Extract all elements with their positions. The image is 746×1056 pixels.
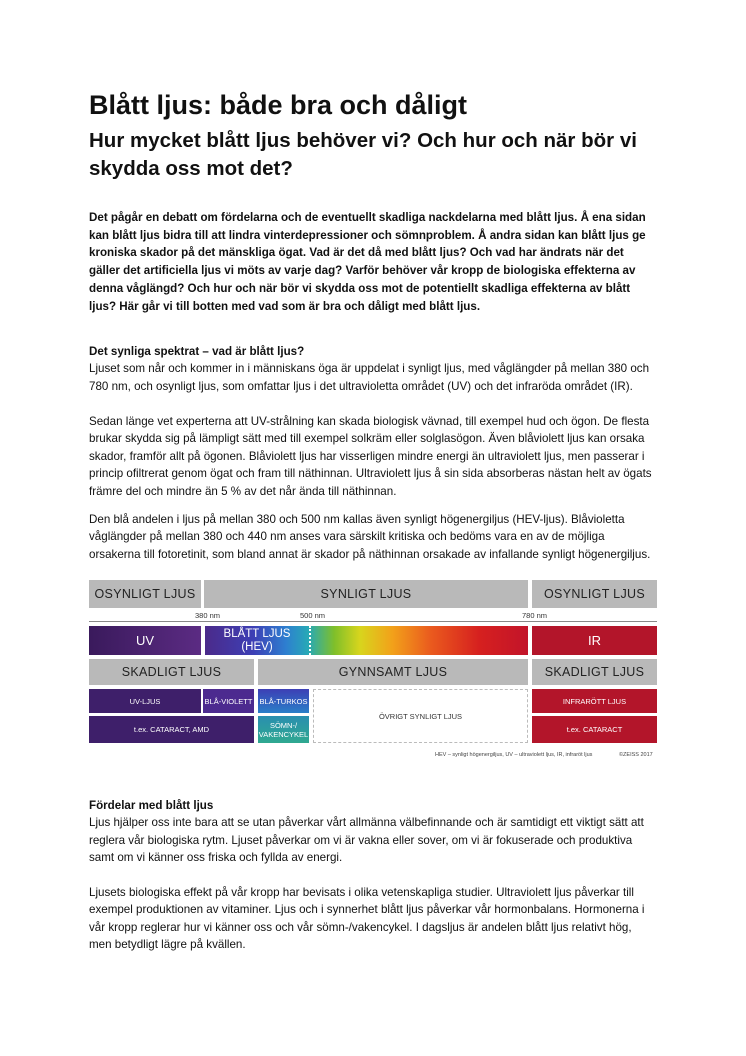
ir-band: IR bbox=[532, 626, 657, 655]
gynnsamt-header: GYNNSAMT LJUS bbox=[258, 659, 528, 685]
section1-paragraph-3: Den blå andelen i ljus på mellan 380 och 500 nm kallas även synligt högenergiljus (HEV-ljus). Blåvioletta våglängder på mellan 380 och 440 nm anses vara särskilt kritiska och bedöms vara en av de möjliga orsakerna till fotoretinit, som bland annat är skador på näthinnan orsakade av infallande synligt högenergiljus. bbox=[89, 513, 651, 561]
somn-cell: SÖMN-/ VAKENCYKEL bbox=[258, 716, 309, 743]
skadligt-left-header: SKADLIGT LJUS bbox=[89, 659, 254, 685]
diagram-copyright: ©ZEISS 2017 bbox=[619, 752, 653, 758]
skadligt-right-header: SKADLIGT LJUS bbox=[532, 659, 657, 685]
tick-380: 380 nm bbox=[195, 611, 221, 620]
cataract-amd-cell: t.ex. CATARACT, AMD bbox=[89, 716, 254, 743]
tick-500: 500 nm bbox=[300, 611, 326, 620]
section1-heading-block bbox=[89, 343, 657, 395]
intro-paragraph: Det pågår en debatt om fördelarna och de eventuellt skadliga nackdelarna med blått ljus. Å ena sidan kan blått ljus bidra till att lindra vinterdepressioner och sömnproblem. Å andra sidan kan blått ljus ge kroniska skador på det mänskliga ögat. Vad är det då med blått ljus? Och vad har ändrats när det gäller det artificiella ljus vi möts av varje dag? Varför behöver vår kropp de biologiska effekterna av denna våglängd? Och hur och när bör vi skydda oss mot de potentiellt skadliga effekterna av blått ljus? Här går vi till botten med vad som är bra och dåligt med blått ljus. bbox=[89, 211, 646, 313]
section2-heading-block bbox=[89, 797, 657, 867]
wavelength-axis bbox=[89, 621, 657, 622]
spectrum-diagram bbox=[89, 580, 657, 770]
page-title: Blått ljus: både bra och dåligt bbox=[89, 90, 468, 120]
bla-violett-cell: BLÅ-VIOLETT bbox=[203, 689, 254, 713]
blue-light-line2: (HEV) bbox=[241, 640, 273, 653]
tick-780: 780 nm bbox=[522, 611, 548, 620]
section2-paragraph-1: Ljus hjälper oss inte bara att se utan påverkar vårt allmänna välbefinnande och är samtidigt ett viktigt sätt att reglera vår biologiska rytm. Ljuset påverkar om vi är vakna eller sover, om vi är fokuserade och produktiva samt om vi känner oss friska och fyllda av energi. bbox=[89, 816, 644, 865]
infrarott-cell: INFRARÖTT LJUS bbox=[532, 689, 657, 713]
section2-paragraph-2: Ljusets biologiska effekt på vår kropp har bevisats i olika vetenskapliga studier. Ultraviolett ljus påverkar till exempel produktionen av vitaminer. Ljus och i synnerhet blått ljus påverkar vår hormonbalans. Hormonerna i vår kropp reglerar hur vi känner oss och vår sömn-/vakencykel. I dagsljus är andelen blått ljus relativt hög, men betydligt lägre på kvällen. bbox=[89, 886, 645, 952]
section1-paragraph-2: Sedan länge vet experterna att UV-strålning kan skada biologisk vävnad, till exempel hud och ögon. De flesta brukar skydda sig på lämpligt sätt med till exempel solkräm eller solglasögon. Även blåviolett ljus kan orsaka skador, framför allt på ögonen. Blåviolett ljus har visserligen mindre energi än ultraviolett ljus, men passerar i princip ofiltrerat genom ögat och fram till näthinnan. Ultraviolett ljus å sin sida absorberas nästan helt av ögats främre del och mindre än 5 % av det når ända till näthinnan. bbox=[89, 415, 652, 498]
hev-boundary bbox=[309, 626, 311, 655]
blue-light-label bbox=[205, 626, 309, 655]
bla-turkos-cell: BLÅ-TURKOS bbox=[258, 689, 309, 713]
section1-paragraph-1: Ljuset som når och kommer in i människans öga är uppdelat i synligt ljus, med våglängder på mellan 380 och 780 nm, och osynligt ljus, som omfattar ljus i det ultravioletta området (UV) och det infraröda området (IR). bbox=[89, 362, 650, 393]
uv-ljus-cell: UV-LJUS bbox=[89, 689, 201, 713]
osynligt-right-header: OSYNLIGT LJUS bbox=[532, 580, 657, 608]
cataract-cell: t.ex. CATARACT bbox=[532, 716, 657, 743]
blue-light-line1: BLÅTT LJUS bbox=[223, 627, 291, 640]
diagram-legend: HEV – synligt högenergiljus, UV – ultraviolett ljus, IR, infraröt ljus bbox=[435, 752, 593, 758]
section2-heading: Fördelar med blått ljus bbox=[89, 799, 214, 812]
synligt-header: SYNLIGT LJUS bbox=[204, 580, 528, 608]
section1-heading: Det synliga spektrat – vad är blått ljus? bbox=[89, 345, 305, 358]
osynligt-left-header: OSYNLIGT LJUS bbox=[89, 580, 201, 608]
uv-band: UV bbox=[89, 626, 201, 655]
ovrigt-cell: ÖVRIGT SYNLIGT LJUS bbox=[313, 689, 528, 743]
page-subtitle: Hur mycket blått ljus behöver vi? Och hur och när bör vi skydda oss mot det? bbox=[89, 129, 637, 180]
